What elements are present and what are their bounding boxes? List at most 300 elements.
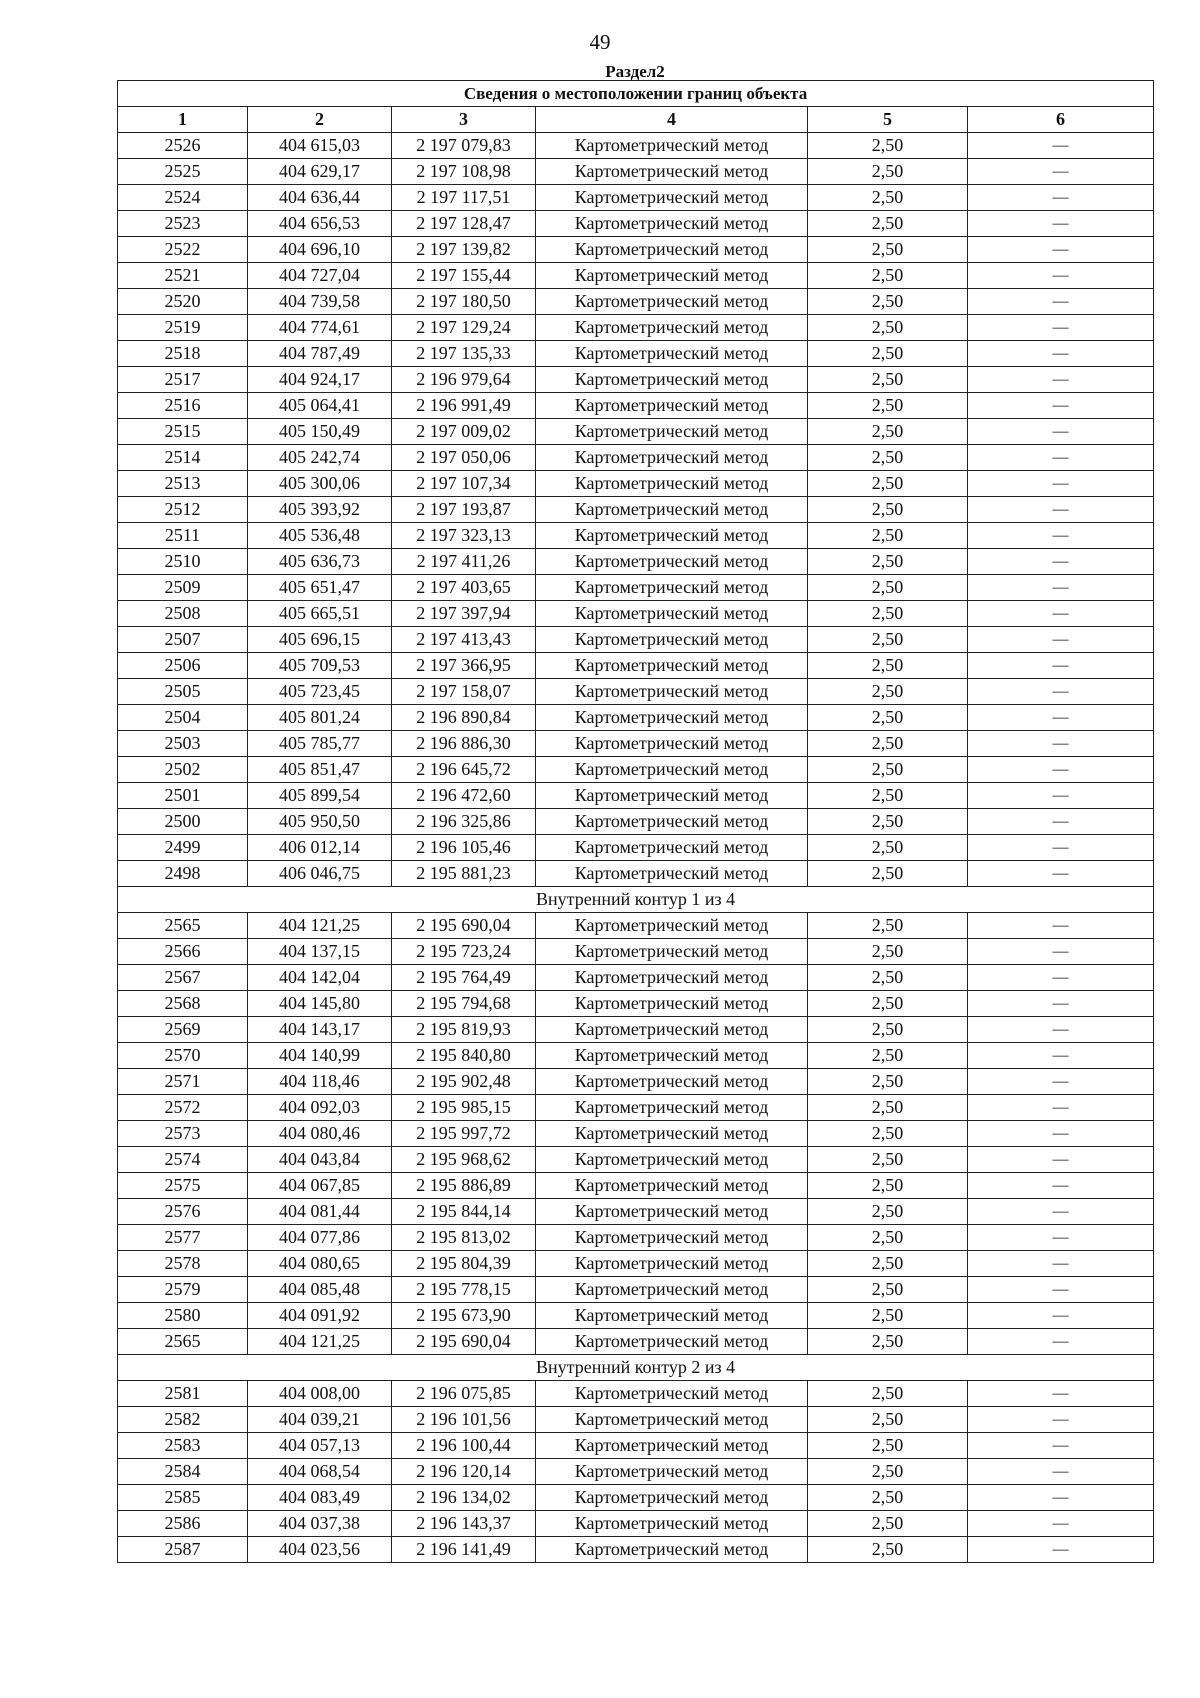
description-cell: — [968,1173,1154,1199]
point-number-cell: 2522 [118,237,248,263]
y-coordinate-cell: 2 197 050,06 [392,445,536,471]
description-cell: — [968,1199,1154,1225]
y-coordinate-cell: 2 196 890,84 [392,705,536,731]
x-coordinate-cell: 405 393,92 [248,497,392,523]
x-coordinate-cell: 404 057,13 [248,1433,392,1459]
page-number: 49 [589,30,611,54]
x-coordinate-cell: 404 739,58 [248,289,392,315]
description-cell: — [968,1147,1154,1173]
description-cell: — [968,1121,1154,1147]
x-coordinate-cell: 404 080,46 [248,1121,392,1147]
y-coordinate-cell: 2 197 107,34 [392,471,536,497]
x-coordinate-cell: 404 118,46 [248,1069,392,1095]
y-coordinate-cell: 2 196 134,02 [392,1485,536,1511]
y-coordinate-cell: 2 196 979,64 [392,367,536,393]
x-coordinate-cell: 405 636,73 [248,549,392,575]
y-coordinate-cell: 2 197 155,44 [392,263,536,289]
method-cell: Картометрический метод [536,133,808,159]
y-coordinate-cell: 2 195 968,62 [392,1147,536,1173]
description-cell: — [968,575,1154,601]
y-coordinate-cell: 2 197 403,65 [392,575,536,601]
x-coordinate-cell: 404 039,21 [248,1407,392,1433]
description-cell: — [968,601,1154,627]
y-coordinate-cell: 2 197 411,26 [392,549,536,575]
x-coordinate-cell: 404 140,99 [248,1043,392,1069]
y-coordinate-cell: 2 195 881,23 [392,861,536,887]
method-cell: Картометрический метод [536,1329,808,1355]
table-row [118,653,1154,679]
description-cell: — [968,1537,1154,1563]
x-coordinate-cell: 405 665,51 [248,601,392,627]
table-row [118,549,1154,575]
x-coordinate-cell: 404 067,85 [248,1173,392,1199]
description-cell: — [968,185,1154,211]
method-cell: Картометрический метод [536,289,808,315]
method-cell: Картометрический метод [536,1147,808,1173]
point-number-cell: 2573 [118,1121,248,1147]
point-number-cell: 2521 [118,263,248,289]
method-cell: Картометрический метод [536,1043,808,1069]
description-cell: — [968,835,1154,861]
point-number-cell: 2572 [118,1095,248,1121]
table-row [118,263,1154,289]
point-number-cell: 2504 [118,705,248,731]
y-coordinate-cell: 2 197 193,87 [392,497,536,523]
contour-caption: Внутренний контур 1 из 4 [118,887,1154,913]
table-row [118,575,1154,601]
contour-caption: Внутренний контур 2 из 4 [118,1355,1154,1381]
accuracy-cell: 2,50 [808,575,968,601]
table-row [118,757,1154,783]
description-cell: — [968,1017,1154,1043]
y-coordinate-cell: 2 197 129,24 [392,315,536,341]
section-heading: Раздел2 [605,62,665,81]
table-row [118,393,1154,419]
description-cell: — [968,1485,1154,1511]
x-coordinate-cell: 404 774,61 [248,315,392,341]
description-cell: — [968,315,1154,341]
y-coordinate-cell: 2 195 690,04 [392,913,536,939]
y-coordinate-cell: 2 195 997,72 [392,1121,536,1147]
x-coordinate-cell: 404 008,00 [248,1381,392,1407]
point-number-cell: 2519 [118,315,248,341]
accuracy-cell: 2,50 [808,1277,968,1303]
x-coordinate-cell: 404 121,25 [248,913,392,939]
accuracy-cell: 2,50 [808,133,968,159]
point-number-cell: 2576 [118,1199,248,1225]
table-row [118,939,1154,965]
y-coordinate-cell: 2 195 985,15 [392,1095,536,1121]
point-number-cell: 2565 [118,1329,248,1355]
x-coordinate-cell: 404 081,44 [248,1199,392,1225]
point-number-cell: 2570 [118,1043,248,1069]
description-cell: — [968,1303,1154,1329]
table-row [118,185,1154,211]
x-coordinate-cell: 404 085,48 [248,1277,392,1303]
accuracy-cell: 2,50 [808,705,968,731]
table-row [118,289,1154,315]
column-header: 1 [118,107,248,133]
y-coordinate-cell: 2 196 143,37 [392,1511,536,1537]
point-number-cell: 2579 [118,1277,248,1303]
accuracy-cell: 2,50 [808,809,968,835]
table-row [118,965,1154,991]
y-coordinate-cell: 2 197 366,95 [392,653,536,679]
accuracy-cell: 2,50 [808,1303,968,1329]
x-coordinate-cell: 404 023,56 [248,1537,392,1563]
method-cell: Картометрический метод [536,991,808,1017]
accuracy-cell: 2,50 [808,913,968,939]
point-number-cell: 2518 [118,341,248,367]
method-cell: Картометрический метод [536,1095,808,1121]
accuracy-cell: 2,50 [808,1329,968,1355]
description-cell: — [968,445,1154,471]
x-coordinate-cell: 404 924,17 [248,367,392,393]
method-cell: Картометрический метод [536,1173,808,1199]
point-number-cell: 2508 [118,601,248,627]
method-cell: Картометрический метод [536,211,808,237]
accuracy-cell: 2,50 [808,939,968,965]
point-number-cell: 2565 [118,913,248,939]
point-number-cell: 2513 [118,471,248,497]
point-number-cell: 2505 [118,679,248,705]
y-coordinate-cell: 2 197 158,07 [392,679,536,705]
method-cell: Картометрический метод [536,653,808,679]
y-coordinate-cell: 2 196 645,72 [392,757,536,783]
accuracy-cell: 2,50 [808,159,968,185]
method-cell: Картометрический метод [536,1199,808,1225]
description-cell: — [968,1459,1154,1485]
method-cell: Картометрический метод [536,1511,808,1537]
column-header-row [118,107,1154,133]
point-number-cell: 2575 [118,1173,248,1199]
y-coordinate-cell: 2 195 690,04 [392,1329,536,1355]
table-row [118,783,1154,809]
table-row [118,991,1154,1017]
table-row [118,1043,1154,1069]
table-row [118,1121,1154,1147]
point-number-cell: 2498 [118,861,248,887]
method-cell: Картометрический метод [536,575,808,601]
x-coordinate-cell: 405 785,77 [248,731,392,757]
method-cell: Картометрический метод [536,757,808,783]
method-cell: Картометрический метод [536,835,808,861]
method-cell: Картометрический метод [536,705,808,731]
point-number-cell: 2502 [118,757,248,783]
table-row [118,1511,1154,1537]
method-cell: Картометрический метод [536,1381,808,1407]
method-cell: Картометрический метод [536,367,808,393]
description-cell: — [968,1381,1154,1407]
x-coordinate-cell: 405 242,74 [248,445,392,471]
table-row [118,237,1154,263]
description-cell: — [968,289,1154,315]
table-body [118,133,1154,1563]
x-coordinate-cell: 404 696,10 [248,237,392,263]
accuracy-cell: 2,50 [808,1407,968,1433]
method-cell: Картометрический метод [536,523,808,549]
method-cell: Картометрический метод [536,1459,808,1485]
accuracy-cell: 2,50 [808,1459,968,1485]
point-number-cell: 2507 [118,627,248,653]
x-coordinate-cell: 405 899,54 [248,783,392,809]
method-cell: Картометрический метод [536,341,808,367]
accuracy-cell: 2,50 [808,1433,968,1459]
point-number-cell: 2509 [118,575,248,601]
point-number-cell: 2574 [118,1147,248,1173]
point-number-cell: 2503 [118,731,248,757]
point-number-cell: 2501 [118,783,248,809]
y-coordinate-cell: 2 196 120,14 [392,1459,536,1485]
accuracy-cell: 2,50 [808,211,968,237]
point-number-cell: 2520 [118,289,248,315]
x-coordinate-cell: 404 636,44 [248,185,392,211]
point-number-cell: 2581 [118,1381,248,1407]
point-number-cell: 2582 [118,1407,248,1433]
x-coordinate-cell: 405 723,45 [248,679,392,705]
table-row [118,523,1154,549]
x-coordinate-cell: 404 092,03 [248,1095,392,1121]
description-cell: — [968,393,1154,419]
description-cell: — [968,809,1154,835]
description-cell: — [968,861,1154,887]
contour-caption-row [118,887,1154,913]
column-header: 6 [968,107,1154,133]
x-coordinate-cell: 406 046,75 [248,861,392,887]
description-cell: — [968,1225,1154,1251]
accuracy-cell: 2,50 [808,1485,968,1511]
y-coordinate-cell: 2 195 886,89 [392,1173,536,1199]
accuracy-cell: 2,50 [808,1381,968,1407]
point-number-cell: 2511 [118,523,248,549]
table-row [118,1095,1154,1121]
point-number-cell: 2526 [118,133,248,159]
x-coordinate-cell: 404 068,54 [248,1459,392,1485]
point-number-cell: 2506 [118,653,248,679]
method-cell: Картометрический метод [536,1537,808,1563]
point-number-cell: 2578 [118,1251,248,1277]
description-cell: — [968,1277,1154,1303]
y-coordinate-cell: 2 196 105,46 [392,835,536,861]
x-coordinate-cell: 404 145,80 [248,991,392,1017]
table-row [118,1407,1154,1433]
method-cell: Картометрический метод [536,471,808,497]
accuracy-cell: 2,50 [808,1069,968,1095]
description-cell: — [968,1329,1154,1355]
method-cell: Картометрический метод [536,549,808,575]
y-coordinate-cell: 2 196 472,60 [392,783,536,809]
description-cell: — [968,159,1154,185]
accuracy-cell: 2,50 [808,835,968,861]
point-number-cell: 2525 [118,159,248,185]
accuracy-cell: 2,50 [808,341,968,367]
point-number-cell: 2500 [118,809,248,835]
table-row [118,1381,1154,1407]
method-cell: Картометрический метод [536,159,808,185]
x-coordinate-cell: 404 629,17 [248,159,392,185]
method-cell: Картометрический метод [536,263,808,289]
x-coordinate-cell: 404 727,04 [248,263,392,289]
method-cell: Картометрический метод [536,1251,808,1277]
point-number-cell: 2577 [118,1225,248,1251]
table-row [118,627,1154,653]
accuracy-cell: 2,50 [808,1199,968,1225]
description-cell: — [968,731,1154,757]
table-title: Сведения о местоположении границ объекта [118,81,1154,107]
table-row [118,133,1154,159]
accuracy-cell: 2,50 [808,393,968,419]
description-cell: — [968,133,1154,159]
method-cell: Картометрический метод [536,1069,808,1095]
table-row [118,471,1154,497]
table-row [118,419,1154,445]
point-number-cell: 2587 [118,1537,248,1563]
method-cell: Картометрический метод [536,783,808,809]
y-coordinate-cell: 2 196 100,44 [392,1433,536,1459]
y-coordinate-cell: 2 195 813,02 [392,1225,536,1251]
x-coordinate-cell: 404 121,25 [248,1329,392,1355]
description-cell: — [968,211,1154,237]
description-cell: — [968,757,1154,783]
description-cell: — [968,991,1154,1017]
method-cell: Картометрический метод [536,731,808,757]
accuracy-cell: 2,50 [808,315,968,341]
table-row [118,1329,1154,1355]
x-coordinate-cell: 404 787,49 [248,341,392,367]
description-cell: — [968,653,1154,679]
table-row [118,1303,1154,1329]
accuracy-cell: 2,50 [808,1225,968,1251]
description-cell: — [968,1511,1154,1537]
accuracy-cell: 2,50 [808,1147,968,1173]
table-row [118,315,1154,341]
accuracy-cell: 2,50 [808,731,968,757]
table-row [118,601,1154,627]
point-number-cell: 2516 [118,393,248,419]
table-row [118,809,1154,835]
accuracy-cell: 2,50 [808,263,968,289]
method-cell: Картометрический метод [536,601,808,627]
description-cell: — [968,471,1154,497]
method-cell: Картометрический метод [536,1121,808,1147]
method-cell: Картометрический метод [536,1225,808,1251]
method-cell: Картометрический метод [536,627,808,653]
point-number-cell: 2566 [118,939,248,965]
accuracy-cell: 2,50 [808,289,968,315]
y-coordinate-cell: 2 197 397,94 [392,601,536,627]
accuracy-cell: 2,50 [808,653,968,679]
point-number-cell: 2580 [118,1303,248,1329]
table-row [118,835,1154,861]
column-header: 5 [808,107,968,133]
x-coordinate-cell: 404 037,38 [248,1511,392,1537]
description-cell: — [968,939,1154,965]
x-coordinate-cell: 404 143,17 [248,1017,392,1043]
method-cell: Картометрический метод [536,1017,808,1043]
table-row [118,1459,1154,1485]
description-cell: — [968,627,1154,653]
y-coordinate-cell: 2 195 840,80 [392,1043,536,1069]
accuracy-cell: 2,50 [808,523,968,549]
method-cell: Картометрический метод [536,679,808,705]
y-coordinate-cell: 2 197 139,82 [392,237,536,263]
accuracy-cell: 2,50 [808,185,968,211]
accuracy-cell: 2,50 [808,1043,968,1069]
description-cell: — [968,679,1154,705]
table-row [118,861,1154,887]
x-coordinate-cell: 405 696,15 [248,627,392,653]
point-number-cell: 2571 [118,1069,248,1095]
description-cell: — [968,341,1154,367]
column-header: 3 [392,107,536,133]
method-cell: Картометрический метод [536,1433,808,1459]
description-cell: — [968,1069,1154,1095]
table-row [118,445,1154,471]
y-coordinate-cell: 2 195 764,49 [392,965,536,991]
point-number-cell: 2499 [118,835,248,861]
description-cell: — [968,1407,1154,1433]
description-cell: — [968,1095,1154,1121]
column-header: 4 [536,107,808,133]
description-cell: — [968,419,1154,445]
method-cell: Картометрический метод [536,315,808,341]
accuracy-cell: 2,50 [808,757,968,783]
table-row [118,497,1154,523]
contour-caption-row [118,1355,1154,1381]
y-coordinate-cell: 2 195 804,39 [392,1251,536,1277]
x-coordinate-cell: 405 064,41 [248,393,392,419]
accuracy-cell: 2,50 [808,497,968,523]
point-number-cell: 2568 [118,991,248,1017]
table-row [118,1537,1154,1563]
x-coordinate-cell: 404 083,49 [248,1485,392,1511]
description-cell: — [968,497,1154,523]
accuracy-cell: 2,50 [808,471,968,497]
table-row [118,1173,1154,1199]
table-row [118,1433,1154,1459]
y-coordinate-cell: 2 195 778,15 [392,1277,536,1303]
table-row [118,679,1154,705]
x-coordinate-cell: 405 851,47 [248,757,392,783]
accuracy-cell: 2,50 [808,1251,968,1277]
y-coordinate-cell: 2 197 009,02 [392,419,536,445]
method-cell: Картометрический метод [536,809,808,835]
accuracy-cell: 2,50 [808,237,968,263]
accuracy-cell: 2,50 [808,367,968,393]
table-row [118,367,1154,393]
point-number-cell: 2567 [118,965,248,991]
x-coordinate-cell: 405 150,49 [248,419,392,445]
x-coordinate-cell: 404 615,03 [248,133,392,159]
x-coordinate-cell: 404 080,65 [248,1251,392,1277]
accuracy-cell: 2,50 [808,445,968,471]
y-coordinate-cell: 2 195 819,93 [392,1017,536,1043]
point-number-cell: 2569 [118,1017,248,1043]
table-row [118,913,1154,939]
accuracy-cell: 2,50 [808,965,968,991]
description-cell: — [968,965,1154,991]
column-header: 2 [248,107,392,133]
x-coordinate-cell: 405 709,53 [248,653,392,679]
y-coordinate-cell: 2 197 128,47 [392,211,536,237]
point-number-cell: 2584 [118,1459,248,1485]
method-cell: Картометрический метод [536,939,808,965]
x-coordinate-cell: 405 950,50 [248,809,392,835]
method-cell: Картометрический метод [536,965,808,991]
table-row [118,341,1154,367]
x-coordinate-cell: 405 801,24 [248,705,392,731]
x-coordinate-cell: 404 656,53 [248,211,392,237]
